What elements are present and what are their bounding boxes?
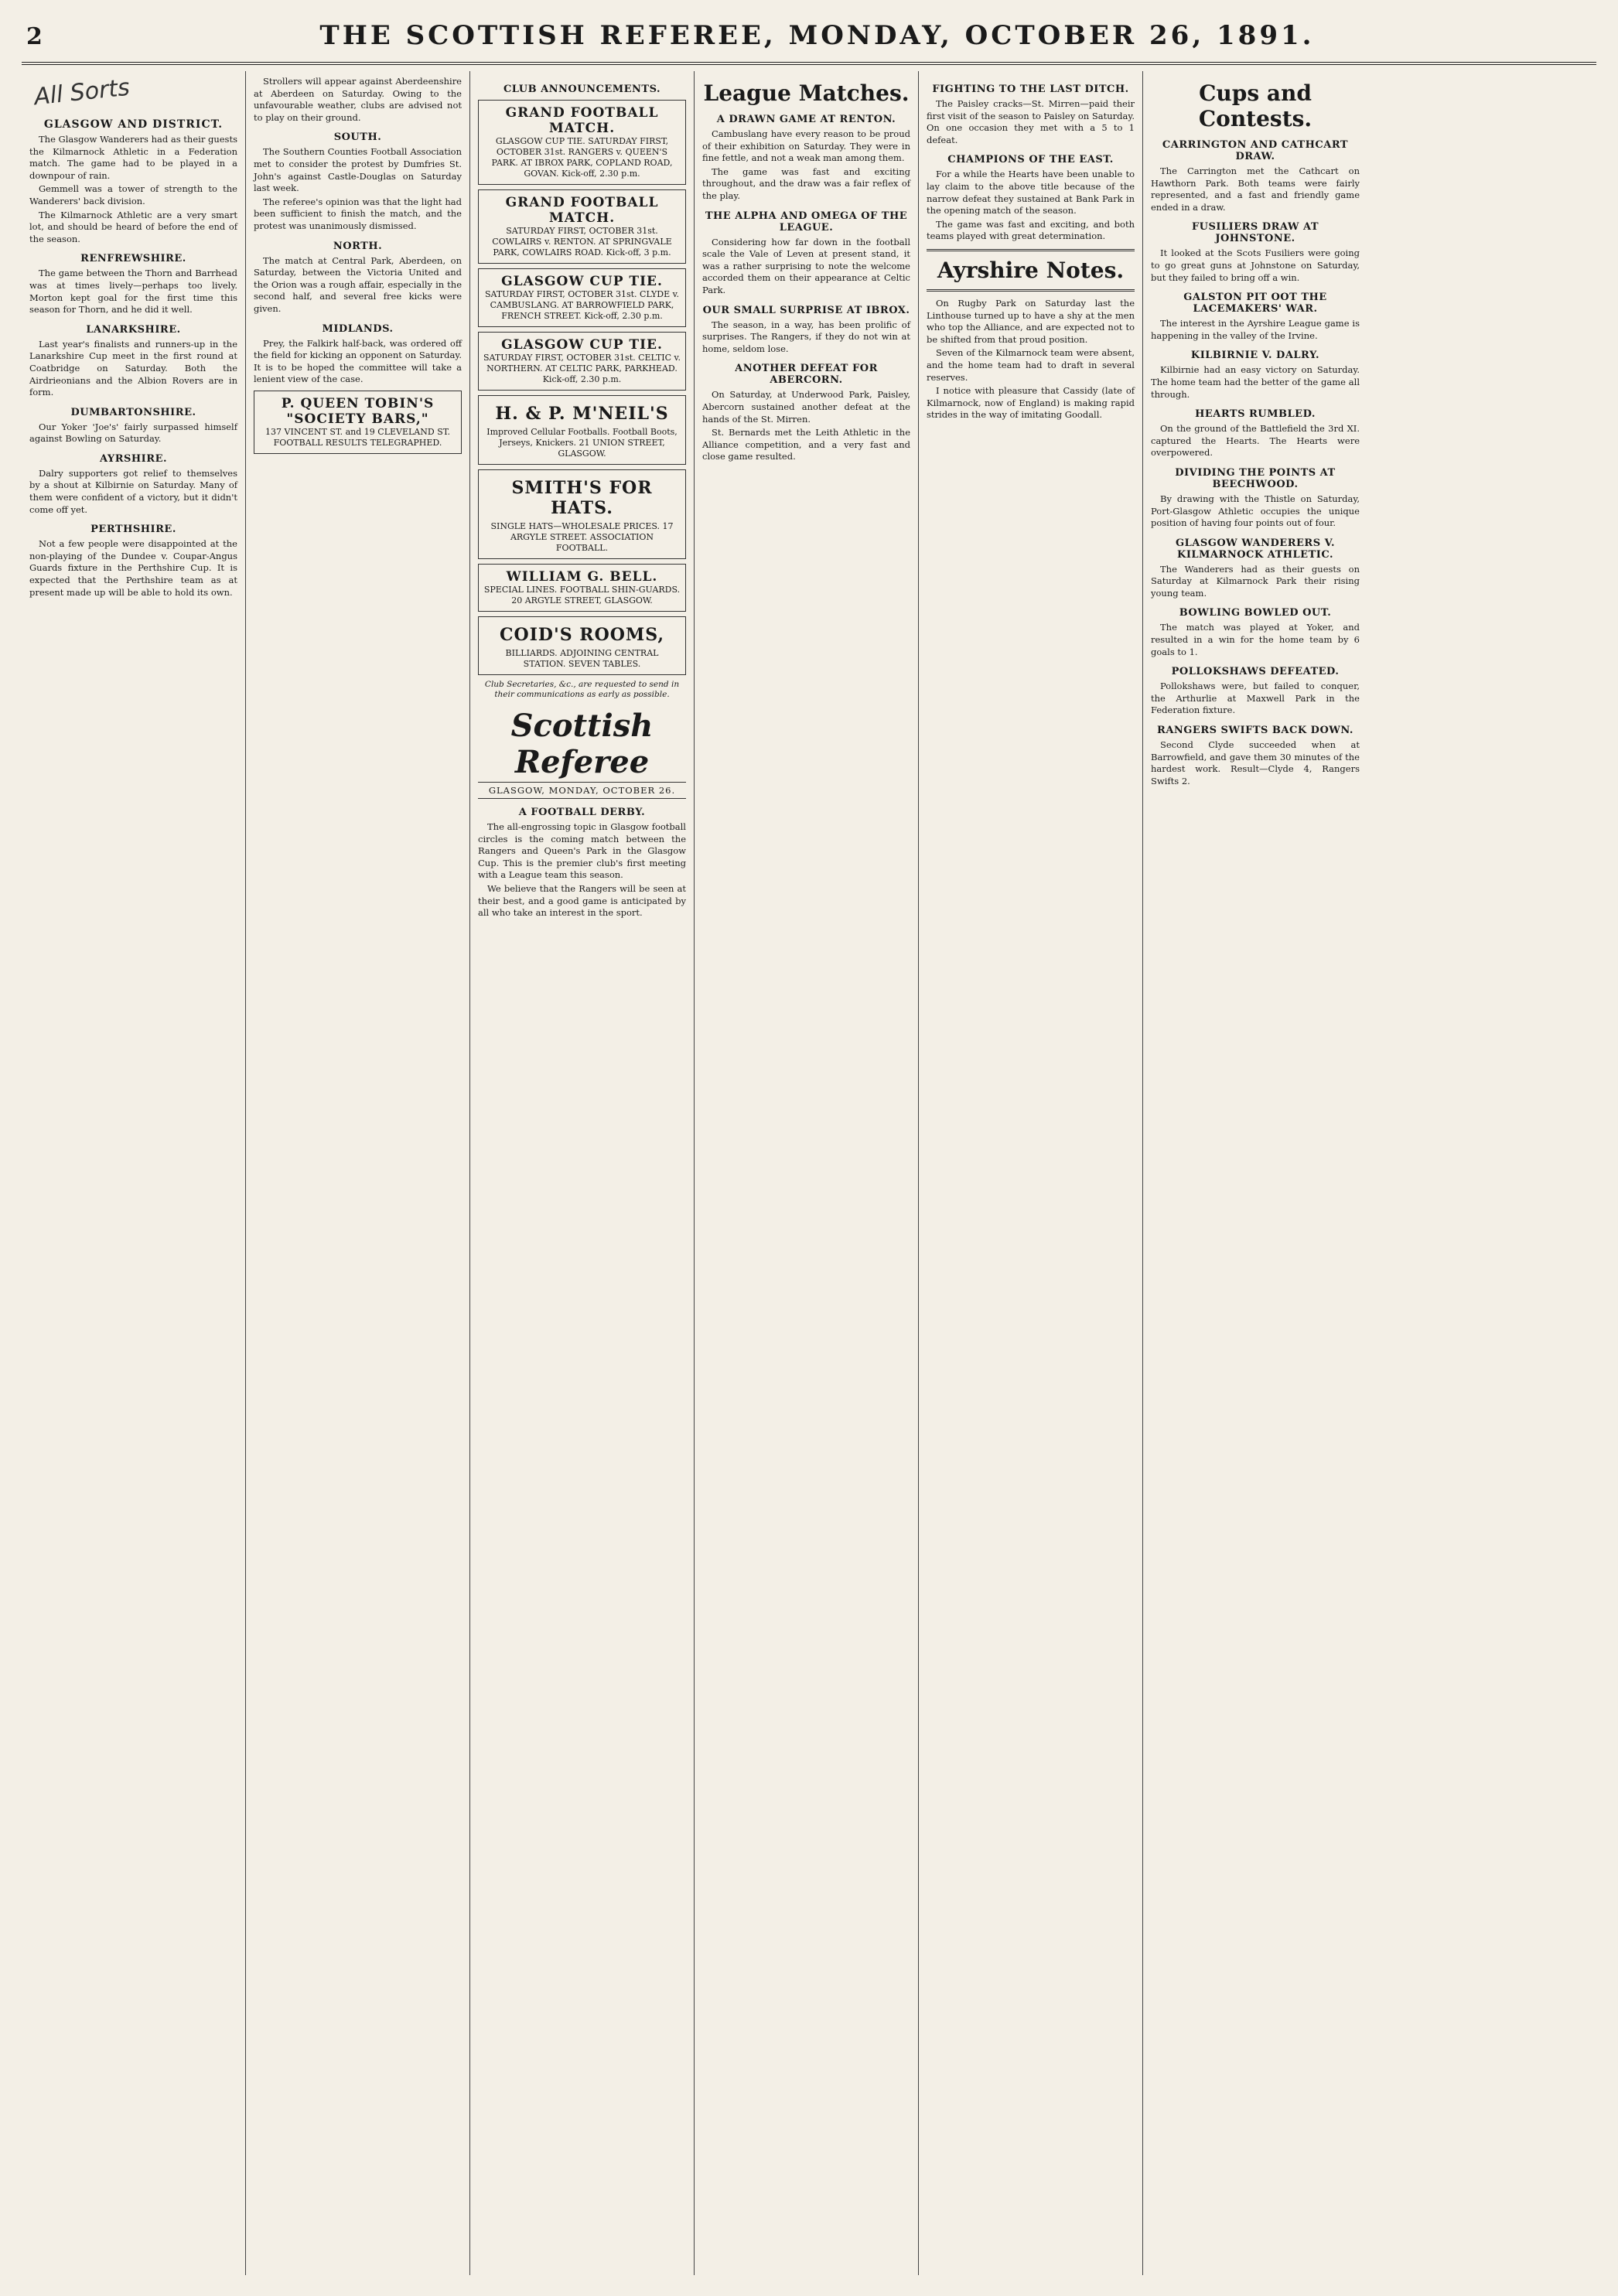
article-heading: RANGERS SWIFTS BACK DOWN. bbox=[1157, 725, 1353, 737]
newspaper-page bbox=[22, 17, 1596, 2279]
column-5 bbox=[919, 71, 1143, 2275]
section-title-league: League Matches. bbox=[703, 80, 910, 106]
newspaper-flag: Scottish Referee bbox=[510, 708, 654, 780]
article-paragraph: Cambuslang have every reason to be proud of their exhibition on Saturday. They were in fine fettle, and not a weak man among them. bbox=[702, 128, 910, 164]
article-heading: FUSILIERS DRAW AT JOHNSTONE. bbox=[1191, 221, 1319, 245]
advertisement bbox=[254, 391, 462, 454]
article-paragraph: We believe that the Rangers will be seen at their best, and a good game is anticipated by all who take an interest in the sport. bbox=[478, 882, 686, 919]
article-paragraph: Strollers will appear against Aberdeenshire at Aberdeen on Saturday. Owing to the unfavourable weather, clubs are advised not to play on their ground. bbox=[254, 76, 462, 123]
article-paragraph: Not a few people were disappointed at the non-playing of the Dundee v. Coupar-Angus Guards fixture in the Perthshire Cup. It is expected that the Perthshire team as at present made up will be able to hold its own. bbox=[29, 538, 237, 598]
divider bbox=[927, 249, 1135, 251]
article-paragraph: Kilbirnie had an easy victory on Saturday. The home team had the better of the game all through. bbox=[1151, 364, 1360, 400]
article-paragraph: Pollokshaws were, but failed to conquer, the Arthurlie at Maxwell Park in the Federation fixture. bbox=[1151, 681, 1360, 716]
article-paragraph: The season, in a way, has been prolific of surprises. The Rangers, if they do not win at home, seldom lose. bbox=[702, 319, 910, 354]
ad-title: SMITH'S FOR HATS. bbox=[511, 478, 653, 518]
advertisement bbox=[478, 332, 686, 391]
ad-title: GLASGOW CUP TIE. bbox=[501, 337, 663, 353]
heading-lanarkshire: LANARKSHIRE. bbox=[86, 323, 181, 336]
heading-glasgow-district: GLASGOW AND DISTRICT. bbox=[43, 118, 224, 131]
column-3 bbox=[470, 71, 695, 2275]
ad-title: WILLIAM G. BELL. bbox=[506, 569, 658, 585]
article-paragraph: St. Bernards met the Leith Athletic in the Alliance competition, and a very fast and close game resulted. bbox=[702, 427, 910, 462]
article-paragraph: On the ground of the Battlefield the 3rd XI. captured the Hearts. The Hearts were overpowered. bbox=[1151, 423, 1360, 459]
article-paragraph: The game was fast and exciting, and both teams played with great determination. bbox=[927, 218, 1135, 242]
article-paragraph: The interest in the Ayrshire League game is happening in the valley of the Irvine. bbox=[1151, 318, 1360, 341]
article-heading: POLLOKSHAWS DEFEATED. bbox=[1171, 666, 1340, 678]
column-6 bbox=[1143, 71, 1367, 2275]
ad-line: SATURDAY FIRST, OCTOBER 31st. CLYDE v. CAMBUSLANG. AT BARROWFIELD PARK, FRENCH STREET. Kick-off, 2.30 p.m. bbox=[484, 289, 680, 321]
article-paragraph: Our Yoker 'Joe's' fairly surpassed himself against Bowling on Saturday. bbox=[29, 421, 237, 445]
article-heading: HEARTS RUMBLED. bbox=[1195, 408, 1316, 421]
article-heading: FIGHTING TO THE LAST DITCH. bbox=[932, 84, 1129, 95]
ad-title: P. QUEEN TOBIN'S "SOCIETY BARS," bbox=[281, 395, 435, 427]
article-heading: A DRAWN GAME AT RENTON. bbox=[716, 114, 896, 125]
article-heading: KILBIRNIE V. DALRY. bbox=[1190, 350, 1320, 362]
advertisement bbox=[478, 189, 686, 264]
article-paragraph: On Rugby Park on Saturday last the Linthouse turned up to have a shy at the men who top the Alliance, and are expected not to be shifted from that proud position. bbox=[927, 297, 1135, 345]
article-paragraph: The Paisley cracks—St. Mirren—paid their first visit of the season to Paisley on Saturday. On one occasion they met with a 5 to 1 defeat. bbox=[927, 98, 1135, 145]
ad-line: SINGLE HATS—WHOLESALE PRICES. 17 ARGYLE STREET. ASSOCIATION FOOTBALL. bbox=[490, 521, 674, 553]
ad-title: COID'S ROOMS, bbox=[499, 625, 665, 645]
article-heading: DIVIDING THE POINTS AT BEECHWOOD. bbox=[1175, 466, 1336, 490]
advertisement bbox=[478, 564, 686, 612]
article-paragraph: By drawing with the Thistle on Saturday, Port-Glasgow Athletic occupies the unique position of having four points out of four. bbox=[1151, 493, 1360, 529]
article-paragraph: On Saturday, at Underwood Park, Paisley, Abercorn sustained another defeat at the hands of the St. Mirren. bbox=[702, 389, 910, 425]
article-paragraph: The all-engrossing topic in Glasgow football circles is the coming match between the Rangers and Queen's Park in the Glasgow Cup. This is the premier club's first meeting with a League team this season. bbox=[478, 821, 686, 881]
article-paragraph: The Glasgow Wanderers had as their guests the Kilmarnock Athletic in a Federation match. The game had to be played in a downpour of rain. bbox=[29, 134, 237, 181]
column-2 bbox=[246, 71, 470, 2275]
article-heading: CHAMPIONS OF THE EAST. bbox=[947, 154, 1114, 166]
article-heading: OUR SMALL SURPRISE AT IBROX. bbox=[702, 304, 910, 316]
masthead-title: THE SCOTTISH REFEREE, MONDAY, OCTOBER 26, 1891. bbox=[319, 20, 1315, 51]
ad-line: BILLIARDS. ADJOINING CENTRAL STATION. SEVEN TABLES. bbox=[505, 648, 659, 669]
heading-midlands: MIDLANDS. bbox=[322, 322, 394, 335]
ad-title: GLASGOW CUP TIE. bbox=[501, 274, 663, 289]
ad-line: SPECIAL LINES. FOOTBALL SHIN-GUARDS. 20 ARGYLE STREET, GLASGOW. bbox=[483, 585, 681, 606]
article-paragraph: Considering how far down in the football scale the Vale of Leven at present stand, it was a rather surprising to note the welcome accorded them on their appearance at Celtic Park. bbox=[702, 236, 910, 295]
heading-south: SOUTH. bbox=[333, 131, 382, 144]
article-paragraph: Prey, the Falkirk half-back, was ordered off the field for kicking an opponent on Saturday. It is to be hoped the committee will take a lenient view of the case. bbox=[254, 337, 462, 385]
advertisement bbox=[478, 616, 686, 675]
ad-title: H. & P. M'NEIL'S bbox=[495, 404, 669, 424]
article-paragraph: For a while the Hearts have been unable to lay claim to the above title because of the narrow defeat they sustained at Bank Park in the opening match of the season. bbox=[927, 169, 1135, 217]
columns bbox=[22, 71, 1596, 2275]
article-paragraph: The match at Central Park, Aberdeen, on Saturday, between the Victoria United and the Orion was a rough affair, especially in the second half, and several free kicks were given. bbox=[254, 254, 462, 314]
article-heading: GALSTON PIT OOT THE LACEMAKERS' WAR. bbox=[1183, 292, 1327, 316]
heading-perthshire: PERTHSHIRE. bbox=[90, 524, 176, 536]
article-paragraph: The game between the Thorn and Barrhead was at times lively—perhaps too lively. Morton kept goal for the first time this season for Thorn, and he did it well. bbox=[29, 268, 237, 316]
column-1 bbox=[22, 71, 246, 2275]
masthead bbox=[22, 17, 1596, 65]
ad-line: SATURDAY FIRST, OCTOBER 31st. CELTIC v. NORTHERN. AT CELTIC PARK, PARKHEAD. Kick-off, 2.30 p.m. bbox=[483, 353, 681, 384]
article-paragraph: The Carrington met the Cathcart on Hawthorn Park. Both teams were fairly represented, and a fast and friendly game ended in a draw. bbox=[1151, 165, 1360, 213]
article-heading: ANOTHER DEFEAT FOR ABERCORN. bbox=[735, 363, 878, 387]
dateline: GLASGOW, MONDAY, OCTOBER 26. bbox=[478, 782, 686, 799]
article-paragraph: It looked at the Scots Fusiliers were going to go great guns at Johnstone on Saturday, but they failed to bring off a win. bbox=[1151, 247, 1360, 283]
article-heading: THE ALPHA AND OMEGA OF THE LEAGUE. bbox=[705, 210, 908, 234]
heading-dumbartonshire: DUMBARTONSHIRE. bbox=[70, 406, 196, 418]
ad-line: 137 VINCENT ST. and 19 CLEVELAND ST. FOOTBALL RESULTS TELEGRAPHED. bbox=[265, 426, 450, 448]
ad-title: GRAND FOOTBALL MATCH. bbox=[505, 105, 659, 136]
ad-title: GRAND FOOTBALL MATCH. bbox=[505, 195, 659, 226]
article-heading: GLASGOW WANDERERS V. KILMARNOCK ATHLETIC. bbox=[1176, 537, 1335, 561]
ad-line: Improved Cellular Footballs. Football Boots, Jerseys, Knickers. 21 UNION STREET, GLASGOW. bbox=[486, 427, 678, 459]
article-paragraph: Dalry supporters got relief to themselves by a shout at Kilbirnie on Saturday. Many of them were confident of a victory, but it didn't come off yet. bbox=[29, 467, 237, 515]
article-paragraph: The match was played at Yoker, and resulted in a win for the home team by 6 goals to 1. bbox=[1151, 622, 1360, 657]
handwritten-stamp: All Sorts bbox=[32, 73, 131, 111]
divider bbox=[927, 289, 1135, 292]
editorial-notice: Club Secretaries, &c., are requested to send in their communications as early as possible. bbox=[484, 680, 680, 699]
advertisement bbox=[478, 268, 686, 327]
advertisement bbox=[478, 100, 686, 185]
heading-renfrewshire: RENFREWSHIRE. bbox=[80, 253, 186, 265]
column-4 bbox=[695, 71, 919, 2275]
article-heading: BOWLING BOWLED OUT. bbox=[1179, 607, 1332, 619]
section-title-cups: Cups and Contests. bbox=[1198, 80, 1312, 131]
ad-line: SATURDAY FIRST, OCTOBER 31st. COWLAIRS v. RENTON. AT SPRINGVALE PARK, COWLAIRS ROAD. Kick-off, 3 p.m. bbox=[492, 226, 672, 258]
advertisement bbox=[478, 469, 686, 559]
article-paragraph: Second Clyde succeeded when at Barrowfield, and gave them 30 minutes of the hardest work. Result—Clyde 4, Rangers Swifts 2. bbox=[1151, 739, 1360, 786]
heading-club-announcements: CLUB ANNOUNCEMENTS. bbox=[503, 84, 661, 95]
article-paragraph: The referee's opinion was that the light had been sufficient to finish the match, and the protest was unanimously dismissed. bbox=[254, 196, 462, 231]
article-paragraph: The game was fast and exciting throughout, and the draw was a fair reflex of the play. bbox=[702, 165, 910, 201]
article-paragraph: Last year's finalists and runners-up in the Lanarkshire Cup meet in the first round at Coatbridge on Saturday. Both the Airdrieonians and the Albion Rovers are in form. bbox=[29, 338, 237, 398]
article-paragraph: The Wanderers had as their guests on Saturday at Kilmarnock Park their rising young team. bbox=[1151, 563, 1360, 599]
advertisement bbox=[478, 395, 686, 465]
page-number: 2 bbox=[26, 23, 43, 50]
ad-line: GLASGOW CUP TIE. SATURDAY FIRST, OCTOBER 31st. RANGERS v. QUEEN'S PARK. AT IBROX PARK, COPLAND ROAD, GOVAN. Kick-off, 2.30 p.m. bbox=[491, 136, 673, 179]
article-paragraph: I notice with pleasure that Cassidy (late of Kilmarnock, now of England) is making rapid strides in the way of imitating Goodall. bbox=[927, 385, 1135, 421]
heading-football-derby: A FOOTBALL DERBY. bbox=[518, 807, 646, 818]
article-paragraph: The Kilmarnock Athletic are a very smart lot, and should be heard of before the end of the season. bbox=[29, 209, 237, 244]
heading-north: NORTH. bbox=[333, 240, 383, 252]
heading-ayrshire: AYRSHIRE. bbox=[99, 452, 167, 465]
article-heading: CARRINGTON AND CATHCART DRAW. bbox=[1162, 139, 1349, 162]
article-paragraph: The Southern Counties Football Association met to consider the protest by Dumfries St. John's against Castle-Douglas on Saturday last week. bbox=[254, 146, 462, 194]
article-paragraph: Seven of the Kilmarnock team were absent, and the home team had to draft in several reserves. bbox=[927, 347, 1135, 383]
article-paragraph: Gemmell was a tower of strength to the Wanderers' back division. bbox=[29, 183, 237, 206]
section-title-ayrshire: Ayrshire Notes. bbox=[937, 257, 1125, 283]
